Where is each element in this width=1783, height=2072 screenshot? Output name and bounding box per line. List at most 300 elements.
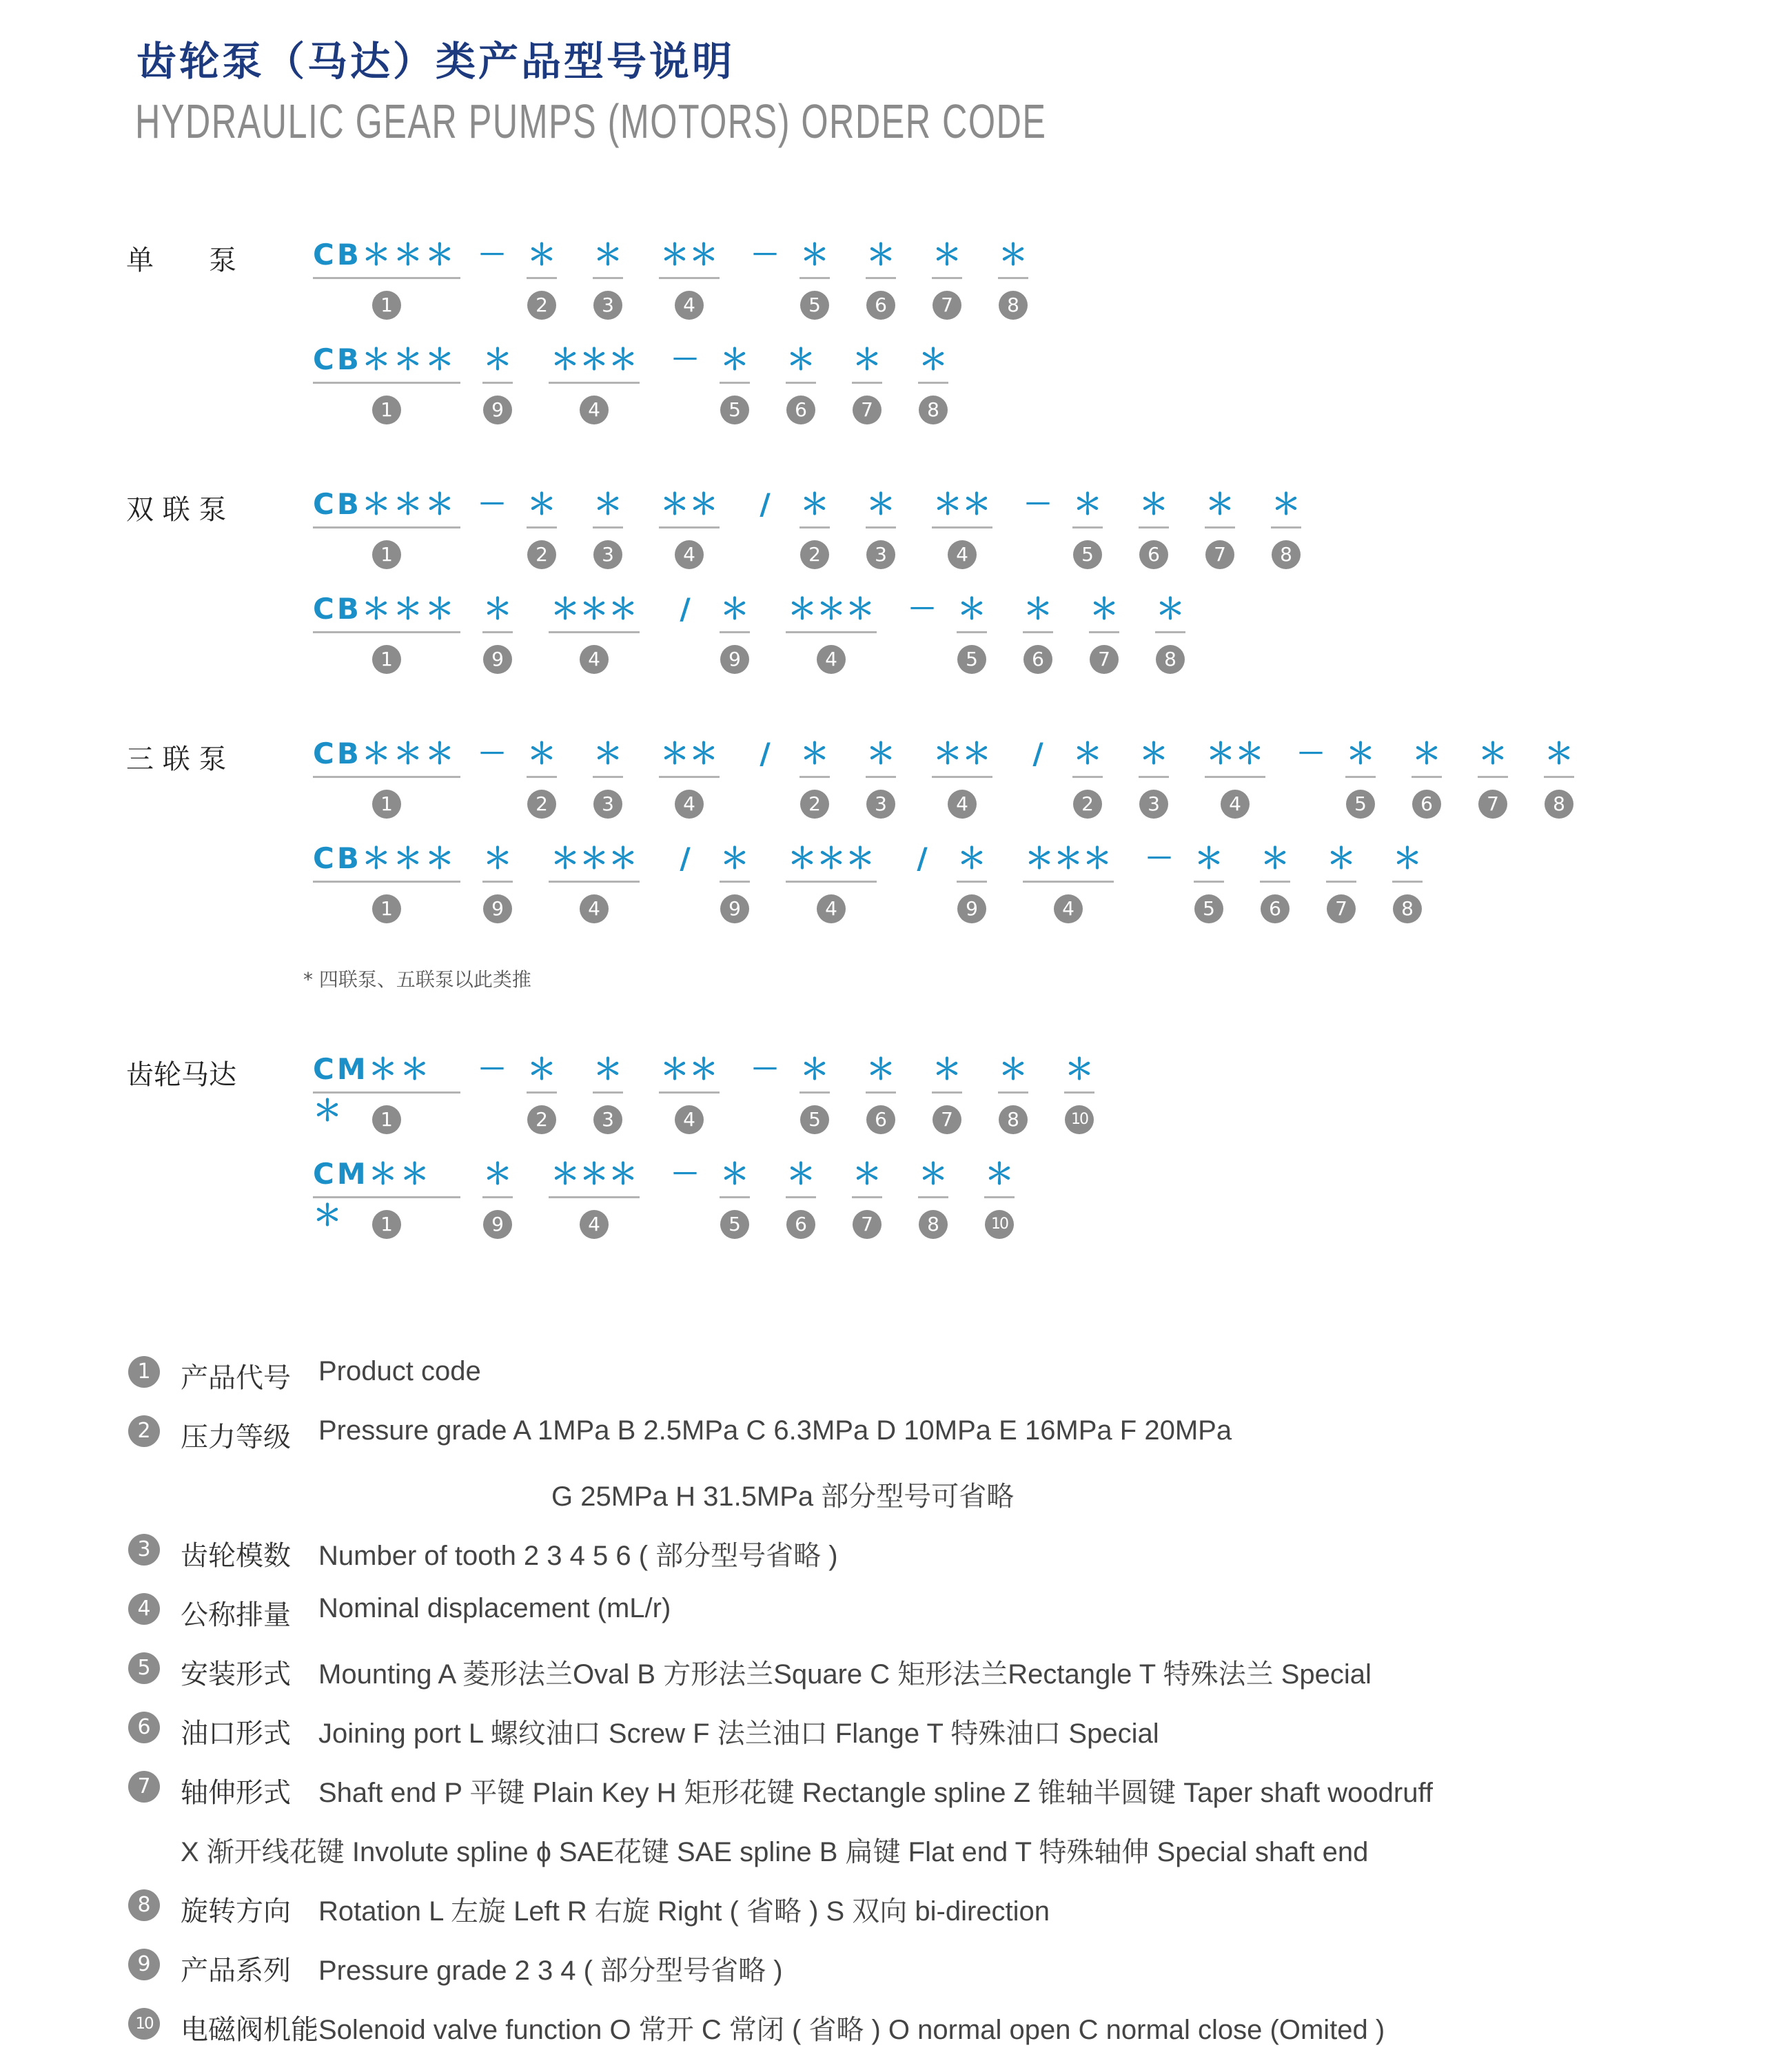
code-symbol (1338, 733, 1383, 775)
legend-number-badge: 3 (128, 1534, 160, 1566)
position-number-badge: 4 (675, 291, 704, 320)
symbol-text: ＊＊＊ (550, 592, 638, 626)
code-prefix (313, 234, 460, 276)
legend-item (0, 1589, 1783, 1632)
legend-term-cn: 油口形式 (181, 1718, 291, 1750)
code-prefix-text: CB＊＊＊ (313, 737, 457, 770)
separator-text: － (477, 737, 507, 770)
position-number-badge: 1 (372, 540, 401, 569)
code-underline (1326, 881, 1356, 883)
code-underline (313, 526, 460, 529)
code-symbol (586, 733, 630, 775)
legend-number-badge: 1 (128, 1356, 160, 1388)
code-symbol (793, 484, 837, 525)
legend-number-badge: 8 (128, 1889, 160, 1921)
position-number-badge: 9 (483, 1210, 512, 1239)
code-symbol (542, 838, 646, 879)
code-symbol (586, 484, 630, 525)
symbol-text: ＊ (957, 841, 986, 875)
code-separator (476, 733, 509, 775)
symbol-text: ＊ (593, 238, 622, 271)
legend-description: Joining port L 螺纹油口 Screw F 法兰油口 Flange T 特殊油口 Special (318, 1719, 1159, 1749)
symbol-text: ＊ (932, 1052, 961, 1086)
code-symbol (1471, 733, 1515, 775)
position-number-badge: 2 (1073, 790, 1102, 819)
symbol-text: ＊ (1194, 841, 1223, 875)
code-symbol (713, 1153, 757, 1195)
legend-item (0, 1945, 1783, 1987)
separator-text: － (750, 1052, 780, 1086)
separator-text: / (760, 737, 771, 770)
code-separator (1021, 484, 1054, 525)
code-prefix (313, 733, 460, 775)
code-underline (932, 1091, 962, 1094)
position-number-badge: 7 (933, 291, 961, 320)
code-underline (549, 382, 640, 384)
code-symbol (713, 339, 757, 380)
position-number-badge: 7 (853, 396, 882, 424)
position-number-badge: 3 (593, 291, 622, 320)
code-symbol (925, 733, 999, 775)
code-underline (957, 881, 987, 883)
code-symbol (520, 484, 564, 525)
separator-text: / (680, 592, 691, 626)
symbol-text: ＊＊ (933, 737, 991, 770)
code-symbol (652, 234, 726, 276)
position-number-badge: 4 (580, 645, 609, 674)
separator-text: / (760, 487, 771, 521)
code-underline (866, 1091, 896, 1094)
legend-term-cn: 产品代号 (181, 1362, 291, 1394)
code-separator (476, 234, 509, 276)
code-underline (593, 526, 623, 529)
code-prefix (313, 484, 460, 525)
position-number-badge: 8 (1545, 790, 1573, 819)
symbol-text: ＊ (1139, 737, 1168, 770)
position-number-badge: 6 (1412, 790, 1441, 819)
legend-description: Product code (318, 1356, 481, 1386)
symbol-text: ＊ (482, 342, 512, 376)
code-prefix (313, 838, 460, 879)
symbol-text: ＊＊ (1205, 737, 1264, 770)
position-number-badge: 4 (675, 540, 704, 569)
position-number-badge: 3 (1139, 790, 1168, 819)
position-number-badge: 1 (372, 790, 401, 819)
code-symbol (1187, 838, 1231, 879)
code-separator (669, 1153, 702, 1195)
code-symbol (991, 234, 1035, 276)
code-separator (1021, 733, 1054, 775)
code-underline (720, 382, 750, 384)
code-underline (1139, 526, 1169, 529)
code-symbol (520, 234, 564, 276)
code-separator (1143, 838, 1176, 879)
code-underline (482, 1196, 513, 1198)
symbol-text: ＊ (1072, 487, 1102, 521)
code-symbol (793, 1049, 837, 1090)
code-underline (593, 1091, 623, 1094)
code-symbol (779, 1153, 823, 1195)
code-prefix-text: CB＊＊＊ (313, 592, 457, 626)
code-underline (313, 881, 460, 883)
code-underline (593, 277, 623, 279)
legend-term-cn: 旋转方向 (181, 1896, 291, 1927)
code-symbol (713, 838, 757, 879)
code-underline (957, 631, 987, 633)
code-symbol (1016, 588, 1060, 630)
code-symbol (1148, 588, 1192, 630)
code-underline (720, 1196, 750, 1198)
separator-text: － (670, 1157, 700, 1191)
code-symbol (911, 1153, 955, 1195)
position-number-badge: 10 (985, 1210, 1014, 1239)
code-symbol (520, 733, 564, 775)
code-symbol (1264, 484, 1308, 525)
code-underline (527, 1091, 557, 1094)
code-underline (1072, 526, 1103, 529)
group-label: 三 联 泵 (126, 743, 227, 775)
position-number-badge: 3 (593, 790, 622, 819)
code-underline (984, 1196, 1015, 1198)
code-underline (918, 382, 948, 384)
code-underline (852, 1196, 882, 1198)
symbol-text: ＊ (482, 1157, 512, 1191)
code-underline (659, 277, 720, 279)
separator-text: － (907, 592, 937, 626)
code-underline (549, 631, 640, 633)
code-separator (669, 838, 702, 879)
position-number-badge: 5 (720, 1210, 749, 1239)
symbol-text: ＊ (799, 487, 829, 521)
position-number-badge: 2 (527, 291, 556, 320)
footnote: * 四联泵、五联泵以此类推 (303, 968, 531, 991)
position-number-badge: 1 (372, 396, 401, 424)
symbol-text: ＊ (984, 1157, 1014, 1191)
position-number-badge: 7 (1090, 645, 1119, 674)
code-prefix-text: CM＊＊＊ (313, 1157, 432, 1232)
code-underline (659, 1091, 720, 1094)
page-title-cn: 齿轮泵（马达）类产品型号说明 (136, 38, 735, 85)
symbol-text: ＊ (1392, 841, 1422, 875)
code-prefix (313, 1049, 460, 1127)
symbol-text: ＊＊＊ (787, 841, 875, 875)
code-prefix (313, 588, 460, 630)
symbol-text: ＊ (918, 1157, 948, 1191)
position-number-badge: 5 (720, 396, 749, 424)
symbol-text: ＊ (1260, 841, 1290, 875)
code-underline (1260, 881, 1290, 883)
symbol-text: ＊ (932, 238, 961, 271)
code-symbol (779, 588, 884, 630)
position-number-badge: 4 (580, 894, 609, 923)
position-number-badge: 1 (372, 291, 401, 320)
symbol-text: ＊＊ (660, 238, 718, 271)
symbol-text: ＊＊＊ (550, 841, 638, 875)
position-number-badge: 9 (483, 396, 512, 424)
position-number-badge: 8 (1272, 540, 1301, 569)
position-number-badge: 5 (800, 1105, 829, 1134)
code-underline (527, 776, 557, 778)
legend-description: Shaft end P 平键 Plain Key H 矩形花键 Rectangle spline Z 锥轴半圆键 Taper shaft woodruff (318, 1778, 1433, 1808)
code-symbol (542, 1153, 646, 1195)
code-symbol (542, 339, 646, 380)
symbol-text: ＊＊ (660, 1052, 718, 1086)
symbol-text: ＊ (1155, 592, 1185, 626)
code-symbol (779, 339, 823, 380)
code-underline (527, 526, 557, 529)
position-number-badge: 7 (933, 1105, 961, 1134)
position-number-badge: 3 (866, 790, 895, 819)
legend-description: Solenoid valve function O 常开 C 常闭 ( 省略 ) O normal open C normal close (Omited ) (318, 2015, 1385, 2045)
group-label: 单 泵 (126, 245, 236, 276)
legend-term-cn: 产品系列 (181, 1955, 291, 1987)
code-symbol (1066, 733, 1110, 775)
code-symbol (1066, 484, 1110, 525)
position-number-badge: 5 (1194, 894, 1223, 923)
code-underline (1072, 776, 1103, 778)
symbol-text: ＊ (786, 342, 815, 376)
code-symbol (652, 1049, 726, 1090)
symbol-text: ＊ (593, 737, 622, 770)
code-underline (1089, 631, 1119, 633)
code-underline (313, 631, 460, 633)
separator-text: － (1144, 841, 1174, 875)
position-number-badge: 6 (1139, 540, 1168, 569)
code-separator (669, 588, 702, 630)
legend-number-badge: 10 (128, 2008, 160, 2040)
symbol-text: ＊ (720, 592, 749, 626)
position-number-badge: 9 (483, 645, 512, 674)
page-title-en: HYDRAULIC GEAR PUMPS (MOTORS) ORDER CODE (135, 94, 1047, 148)
code-symbol (1016, 838, 1121, 879)
legend-term-cn: 公称排量 (181, 1599, 291, 1631)
position-number-badge: 7 (1478, 790, 1507, 819)
code-symbol (845, 339, 889, 380)
symbol-text: ＊ (799, 1052, 829, 1086)
code-underline (482, 881, 513, 883)
legend-number-badge: 9 (128, 1949, 160, 1980)
code-symbol (950, 588, 994, 630)
position-number-badge: 4 (948, 540, 977, 569)
position-number-badge: 1 (372, 1105, 401, 1134)
symbol-text: ＊＊＊ (550, 1157, 638, 1191)
symbol-text: ＊ (1064, 1052, 1094, 1086)
legend-term-cn: 齿轮模数 (181, 1540, 291, 1572)
code-underline (482, 631, 513, 633)
symbol-text: ＊＊ (660, 487, 718, 521)
code-underline (482, 382, 513, 384)
code-underline (786, 631, 877, 633)
code-separator (1294, 733, 1327, 775)
symbol-text: ＊ (1478, 737, 1507, 770)
code-underline (1412, 776, 1442, 778)
symbol-text: ＊ (799, 238, 829, 271)
code-underline (313, 776, 460, 778)
position-number-badge: 4 (580, 1210, 609, 1239)
legend-description: Mounting A 菱形法兰Oval B 方形法兰Square C 矩形法兰Rectangle T 特殊法兰 Special (318, 1659, 1372, 1690)
symbol-text: ＊ (918, 342, 948, 376)
symbol-text: ＊ (593, 1052, 622, 1086)
position-number-badge: 2 (800, 790, 829, 819)
position-number-badge: 7 (1327, 894, 1356, 923)
symbol-text: ＊ (866, 238, 895, 271)
code-separator (748, 733, 782, 775)
code-underline (593, 776, 623, 778)
legend-term-cn: 安装形式 (181, 1659, 291, 1690)
code-symbol (1057, 1049, 1101, 1090)
code-underline (1544, 776, 1574, 778)
position-number-badge: 5 (1073, 540, 1102, 569)
position-number-badge: 3 (866, 540, 895, 569)
symbol-text: ＊ (852, 1157, 882, 1191)
code-prefix-text: CB＊＊＊ (313, 238, 457, 271)
legend-term-cn: 轴伸形式 (181, 1777, 291, 1809)
position-number-badge: 2 (527, 790, 556, 819)
symbol-text: ＊ (527, 1052, 556, 1086)
separator-text: / (917, 841, 928, 875)
position-number-badge: 6 (786, 1210, 815, 1239)
symbol-text: ＊ (527, 487, 556, 521)
position-number-badge: 3 (593, 1105, 622, 1134)
code-underline (998, 277, 1028, 279)
legend-description: G 25MPa H 31.5MPa 部分型号可省略 (551, 1481, 1015, 1512)
symbol-text: ＊ (786, 1157, 815, 1191)
symbol-text: ＊ (527, 238, 556, 271)
code-prefix-text: CB＊＊＊ (313, 841, 457, 875)
legend-description: Rotation L 左旋 Left R 右旋 Right ( 省略 ) S 双向 bi-direction (318, 1896, 1050, 1927)
position-number-badge: 2 (527, 1105, 556, 1134)
position-number-badge: 1 (372, 645, 401, 674)
position-number-badge: 4 (1054, 894, 1083, 923)
symbol-text: ＊ (866, 737, 895, 770)
legend-description: X 渐开线花键 Involute spline ɸ SAE花键 SAE spline B 扁键 Flat end T 特殊轴伸 Special shaft end (181, 1837, 1369, 1867)
position-number-badge: 7 (853, 1210, 882, 1239)
legend-number-badge: 7 (128, 1771, 160, 1803)
code-underline (786, 382, 816, 384)
position-number-badge: 8 (1393, 894, 1422, 923)
code-underline (1064, 1091, 1094, 1094)
code-underline (1345, 776, 1376, 778)
code-underline (852, 382, 882, 384)
code-underline (932, 776, 992, 778)
symbol-text: ＊ (852, 342, 882, 376)
separator-text: － (477, 238, 507, 271)
code-symbol (859, 733, 903, 775)
position-number-badge: 6 (866, 291, 895, 320)
code-symbol (925, 484, 999, 525)
position-number-badge: 6 (786, 396, 815, 424)
symbol-text: ＊ (866, 487, 895, 521)
symbol-text: ＊ (720, 841, 749, 875)
position-number-badge: 5 (957, 645, 986, 674)
position-number-badge: 8 (919, 1210, 948, 1239)
separator-text: / (1032, 737, 1043, 770)
code-symbol (1198, 484, 1242, 525)
code-symbol (859, 234, 903, 276)
code-underline (932, 526, 992, 529)
position-number-badge: 8 (1156, 645, 1185, 674)
code-symbol (1082, 588, 1126, 630)
symbol-text: ＊ (482, 592, 512, 626)
position-number-badge: 9 (483, 894, 512, 923)
symbol-text: ＊ (527, 737, 556, 770)
code-prefix (313, 339, 460, 380)
code-symbol (1405, 733, 1449, 775)
code-underline (866, 526, 896, 529)
position-number-badge: 8 (999, 291, 1028, 320)
code-separator (906, 838, 939, 879)
symbol-text: ＊ (482, 841, 512, 875)
separator-text: － (477, 487, 507, 521)
legend-item (0, 1352, 1783, 1395)
symbol-text: ＊ (720, 342, 749, 376)
code-underline (1023, 631, 1053, 633)
code-symbol (520, 1049, 564, 1090)
symbol-text: ＊＊＊ (1024, 841, 1112, 875)
code-underline (799, 776, 830, 778)
code-underline (549, 1196, 640, 1198)
code-underline (313, 1196, 460, 1198)
legend-item (0, 1530, 1783, 1572)
position-number-badge: 1 (372, 894, 401, 923)
code-underline (1194, 881, 1224, 883)
code-underline (659, 526, 720, 529)
symbol-text: ＊ (866, 1052, 895, 1086)
symbol-text: ＊ (720, 1157, 749, 1191)
code-prefix-text: CM＊＊＊ (313, 1052, 432, 1127)
legend-number-badge: 4 (128, 1593, 160, 1625)
position-number-badge: 9 (957, 894, 986, 923)
code-symbol (950, 838, 994, 879)
position-number-badge: 5 (800, 291, 829, 320)
code-symbol (793, 733, 837, 775)
position-number-badge: 9 (720, 645, 749, 674)
code-separator (748, 1049, 782, 1090)
code-separator (669, 339, 702, 380)
position-number-badge: 8 (919, 396, 948, 424)
position-number-badge: 4 (948, 790, 977, 819)
symbol-text: ＊＊＊ (550, 342, 638, 376)
symbol-text: ＊ (1072, 737, 1102, 770)
code-underline (1205, 776, 1265, 778)
code-symbol (911, 339, 955, 380)
code-symbol (1537, 733, 1581, 775)
separator-text: － (750, 238, 780, 271)
code-symbol (925, 1049, 969, 1090)
position-number-badge: 4 (817, 894, 846, 923)
code-prefix-text: CB＊＊＊ (313, 342, 457, 376)
symbol-text: ＊ (1412, 737, 1441, 770)
symbol-text: ＊ (957, 592, 986, 626)
code-symbol (713, 588, 757, 630)
position-number-badge: 6 (1023, 645, 1052, 674)
code-symbol (652, 484, 726, 525)
code-symbol (925, 234, 969, 276)
separator-text: / (680, 841, 691, 875)
code-underline (1478, 776, 1508, 778)
symbol-text: ＊ (1271, 487, 1301, 521)
code-underline (799, 277, 830, 279)
position-number-badge: 6 (866, 1105, 895, 1134)
code-underline (549, 881, 640, 883)
symbol-text: ＊ (1544, 737, 1573, 770)
code-underline (799, 526, 830, 529)
symbol-text: ＊＊＊ (787, 592, 875, 626)
position-number-badge: 10 (1065, 1105, 1094, 1134)
symbol-text: ＊ (1089, 592, 1119, 626)
symbol-text: ＊ (1345, 737, 1375, 770)
code-underline (313, 1091, 460, 1094)
